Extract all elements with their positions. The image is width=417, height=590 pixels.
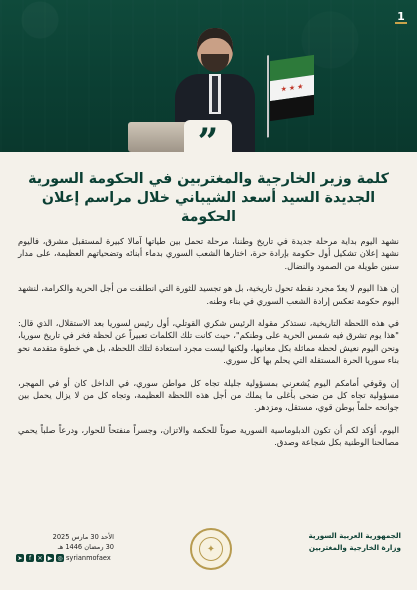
flag-star-icon: ★	[297, 82, 304, 92]
facebook-icon: f	[26, 554, 34, 562]
ministry-seal-icon	[190, 528, 232, 570]
social-handle: syrianmofaex	[66, 554, 111, 562]
speaker-beard	[201, 54, 229, 72]
flag-star-icon: ★	[288, 83, 296, 93]
flag-pole	[267, 55, 269, 137]
date-hijri: 30 رمضان 1446 هـ	[57, 543, 114, 551]
footer-date-and-social	[16, 532, 114, 562]
social-icons-row	[16, 554, 114, 562]
article-title-line-1: كلمة وزير الخارجية والمغتربين في الحكومة السورية	[28, 171, 389, 187]
article-paragraph-4: إن وقوفي أمامكم اليوم يُشعرني بمسؤولية جليلة تجاه كل مواطن سوري، في الداخل كان أو في المهجر، مسؤولية تجاه كل من ضحى بأغلى ما يملك من أجل هذه اللحظة العظيمة، وتجاه كل من لا يزال يحمل بين جوانحه حلماً بوطن قوي، مستقل، ومزدهر.	[18, 377, 399, 413]
speaker-tie	[212, 76, 218, 112]
flag-star-icon: ★	[280, 84, 287, 94]
syrian-flag-icon	[270, 55, 314, 123]
article-content	[18, 170, 399, 459]
youtube-icon: ▶	[47, 554, 53, 562]
article-paragraph-3: في هذه اللحظة التاريخية، نستذكر مقولة الرئيس شكري القوتلي، أول رئيس لسوريا بعد الاستقلال، الذي قال: "هذا يوم تشرق فيه شمس الحرية على وطنكم"، حيث كانت تلك الكلمات تعبيراً عن لحظة فخر في تاريخ سوريا، ونحن اليوم نعيش لحظة مماثلة بكل معانيها، ولكنها ليست مجرد استعادة لتلك اللحظة، بل هي خطوة متقدمة نحو بناء سوريا الحرة المستقلة التي يحلم بها كل سوري.	[18, 318, 399, 366]
instagram-icon: ◎	[57, 554, 63, 562]
page-number-badge: 1	[391, 6, 411, 26]
footer-organization	[309, 530, 401, 554]
x-icon: ✕	[37, 554, 43, 562]
org-name-line-1: الجمهورية العربية السورية	[308, 531, 401, 540]
quote-mark-icon: ”	[184, 120, 232, 164]
date-gregorian: الأحد 30 مارس 2025	[52, 533, 114, 541]
ministry-seal-emblem-icon: ✦	[199, 537, 223, 561]
article-title-line-2: الجديدة السيد أسعد الشيباني خلال مراسم إعلان الحكومة	[41, 190, 376, 225]
page-footer	[0, 520, 417, 590]
article-paragraph-2: إن هذا اليوم لا يعدّ مجرد نقطة تحول تاريخية، بل هو تجسيد للثورة التي انطلقت من أجل الحرية والكرامة، لنشهد اليوم حكومة تعكس إرادة الشعب السوري في بناء وطنه.	[18, 283, 399, 306]
telegram-icon: ➤	[17, 554, 23, 562]
article-title	[18, 170, 399, 227]
org-name-line-2: وزارة الخارجية والمغتربين	[308, 543, 401, 552]
article-paragraph-5: اليوم، أؤكد لكم أن تكون الدبلوماسية السورية صوتاً للحكمة والاتزان، وجسراً منفتحاً للحوار، ودرعاً صلباً يحمي مصالحنا الوطنية بكل شجاعة وصدق.	[18, 424, 399, 448]
article-paragraph-1: نشهد اليوم بداية مرحلة جديدة في تاريخ وطننا، مرحلة تحمل بين طياتها آمالا كبيرة لمستقبل مشرق، فاليوم نشهد إعلان تشكيل أول حكومة بإرادة حرة، اختارها الشعب السوري بدماء أبنائه وتضحياتهم العظيمة، على مدار سنين طويلة من الصمود والنضال.	[18, 236, 399, 271]
